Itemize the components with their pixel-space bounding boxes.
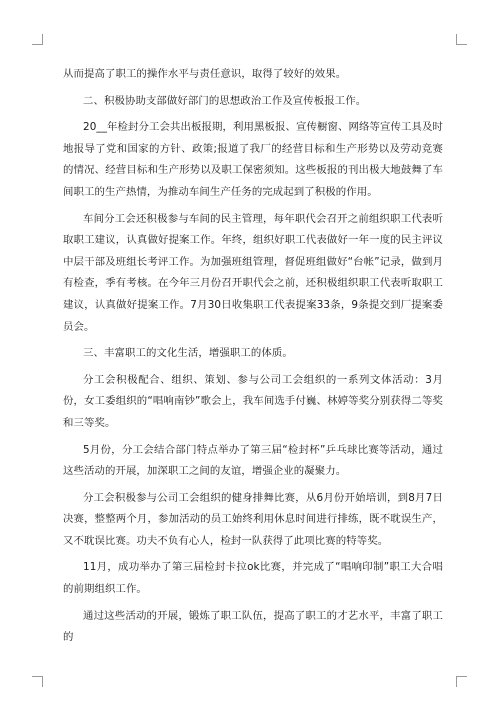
paragraph: 通过这些活动的开展，锻炼了职工队伍，提高了职工的才艺水平，丰富了职工的 bbox=[63, 609, 443, 644]
crop-mark-top-right bbox=[456, 34, 467, 45]
paragraph: 5月份，分工会结合部门特点举办了第三届“检封杯”乒乓球比赛等活动，通过这些活动的开展，加深职工之间的友谊，增强企业的凝聚力。 bbox=[63, 443, 443, 478]
crop-mark-bottom-left bbox=[32, 676, 43, 687]
crop-mark-top-left bbox=[32, 34, 43, 45]
paragraph: 11月，成功举办了第三届检封卡拉ok比赛，并完成了“唱响印制”职工大合唱的前期组织工作。 bbox=[63, 561, 443, 596]
paragraph: 分工会积极参与公司工会组织的健身排舞比赛，从6月份开始培训，到8月7日决赛，整整两个月，参加活动的员工始终利用休息时间进行排练，既不耽误生产，又不耽误比赛。功夫不负有心人，检封一队获得了此项比赛的特等奖。 bbox=[63, 491, 443, 547]
section-heading: 二、积极协助支部做好部门的思想政治工作及宣传板报工作。 bbox=[83, 94, 367, 107]
section-heading: 三、丰富职工的文化生活，增强职工的体质。 bbox=[83, 347, 293, 360]
paragraph: 20__年检封分工会共出板报期，利用黑板报、宣传橱窗、网络等宣传工具及时地报导了党和国家的方针、政策;报道了我厂的经营目标和生产形势以及劳动竞赛的情况、经营目标和生产形势以及职工保密须知。这些板报的刊出极大地鼓舞了车间职工的生产热情，为推动车间生产任务的完成起到了积极的作用。 bbox=[63, 121, 443, 198]
document-body bbox=[63, 64, 443, 649]
paragraph: 车间分工会还积极参与车间的民主管理，每年职代会召开之前组织职工代表听取职工建议，认真做好提案工作。年终，组织好职工代表做好一年一度的民主评议中层干部及班组长考评工作。为加强班组管理，督促班组做好“台帐”记录，做到月有检查，季有考核。在今年三月份召开职代会之前，还积极组织职工代表听取职工建议，认真做好提案工作。7月30日收集职工代表提案33条，9条提交到厂提案委员会。 bbox=[63, 212, 443, 333]
crop-mark-bottom-right bbox=[456, 676, 467, 687]
paragraph: 分工会积极配合、组织、策划、参与公司工会组织的一系列文体活动：3月份，女工委组织的“唱响南钞”歌会上，我车间选手付巍、林婷等奖分别获得二等奖和三等奖。 bbox=[63, 373, 443, 429]
paragraph: 从而提高了职工的操作水平与责任意识，取得了较好的效果。 bbox=[63, 68, 347, 80]
